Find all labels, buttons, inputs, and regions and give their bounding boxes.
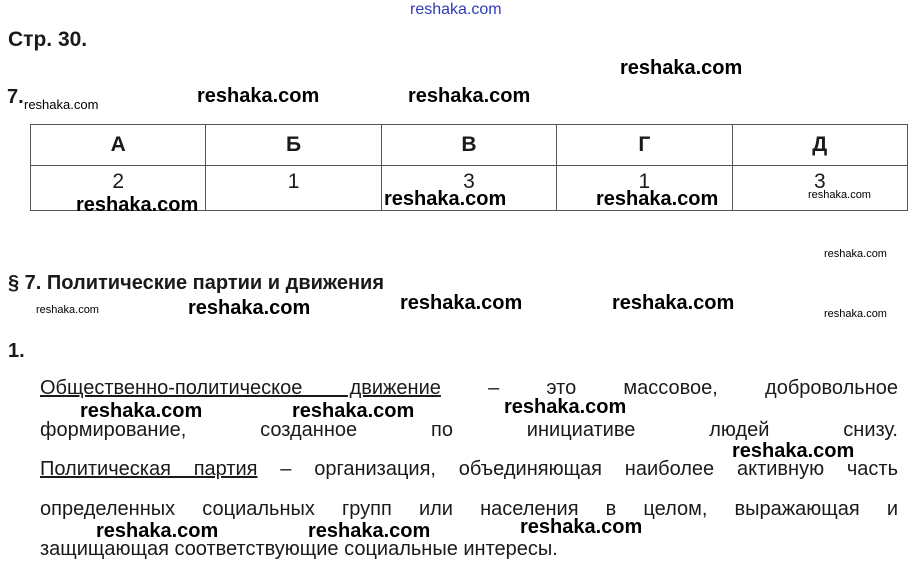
table-header-cell: Б xyxy=(206,125,381,166)
watermark: reshaka.com xyxy=(824,248,887,260)
table-header-cell: А xyxy=(31,125,206,166)
task-number: 7. xyxy=(7,86,24,108)
watermark: reshaka.com xyxy=(36,304,99,316)
watermark: reshaka.com xyxy=(197,85,320,107)
item-number: 1. xyxy=(8,340,25,362)
definition-2-line-2: определенных социальных групп или населения в целом, выражающая и xyxy=(40,498,898,520)
table-cell: 3 xyxy=(732,166,907,211)
watermark: reshaka.com xyxy=(808,189,871,201)
watermark: reshaka.com xyxy=(384,188,507,210)
term-movement: Общественно-политическое движение xyxy=(40,377,441,399)
watermark: reshaka.com xyxy=(76,194,199,216)
watermark: reshaka.com xyxy=(80,400,203,422)
watermark: reshaka.com xyxy=(400,292,523,314)
table-header-cell: Д xyxy=(732,125,907,166)
definition-1-line-1 xyxy=(40,378,898,398)
definition-1-line-2: формирование, созданное по инициативе людей снизу. xyxy=(40,419,898,441)
watermark: reshaka.com xyxy=(410,1,502,18)
watermark: reshaka.com xyxy=(292,400,415,422)
watermark: reshaka.com xyxy=(612,292,735,314)
definition-2-line-3: защищающая соответствующие социальные интересы. xyxy=(40,538,558,560)
watermark: reshaka.com xyxy=(308,520,431,542)
definition-text: – это массовое, добровольное xyxy=(440,377,898,399)
table-cell: 1 xyxy=(206,166,381,211)
section-title: § 7. Политические партии и движения xyxy=(8,272,384,294)
watermark: reshaka.com xyxy=(596,188,719,210)
table-header-cell: В xyxy=(381,125,556,166)
table-cell: 3 xyxy=(381,166,556,211)
watermark: reshaka.com xyxy=(96,520,219,542)
watermark: reshaka.com xyxy=(24,97,99,112)
watermark: reshaka.com xyxy=(188,297,311,319)
watermark: reshaka.com xyxy=(620,57,743,79)
definition-text: – организация, объединяющая наиболее активную часть xyxy=(257,458,898,480)
table-header-cell: Г xyxy=(557,125,732,166)
watermark: reshaka.com xyxy=(504,396,627,418)
page-number: Стр. 30. xyxy=(8,28,88,51)
watermark: reshaka.com xyxy=(520,516,643,538)
table-cell: 1 xyxy=(557,166,732,211)
table-cell: 2 xyxy=(31,166,206,211)
watermark: reshaka.com xyxy=(732,440,855,462)
watermark: reshaka.com xyxy=(824,308,887,320)
watermark: reshaka.com xyxy=(408,85,531,107)
term-party: Политическая партия xyxy=(40,458,258,480)
table-header-row xyxy=(31,125,908,166)
